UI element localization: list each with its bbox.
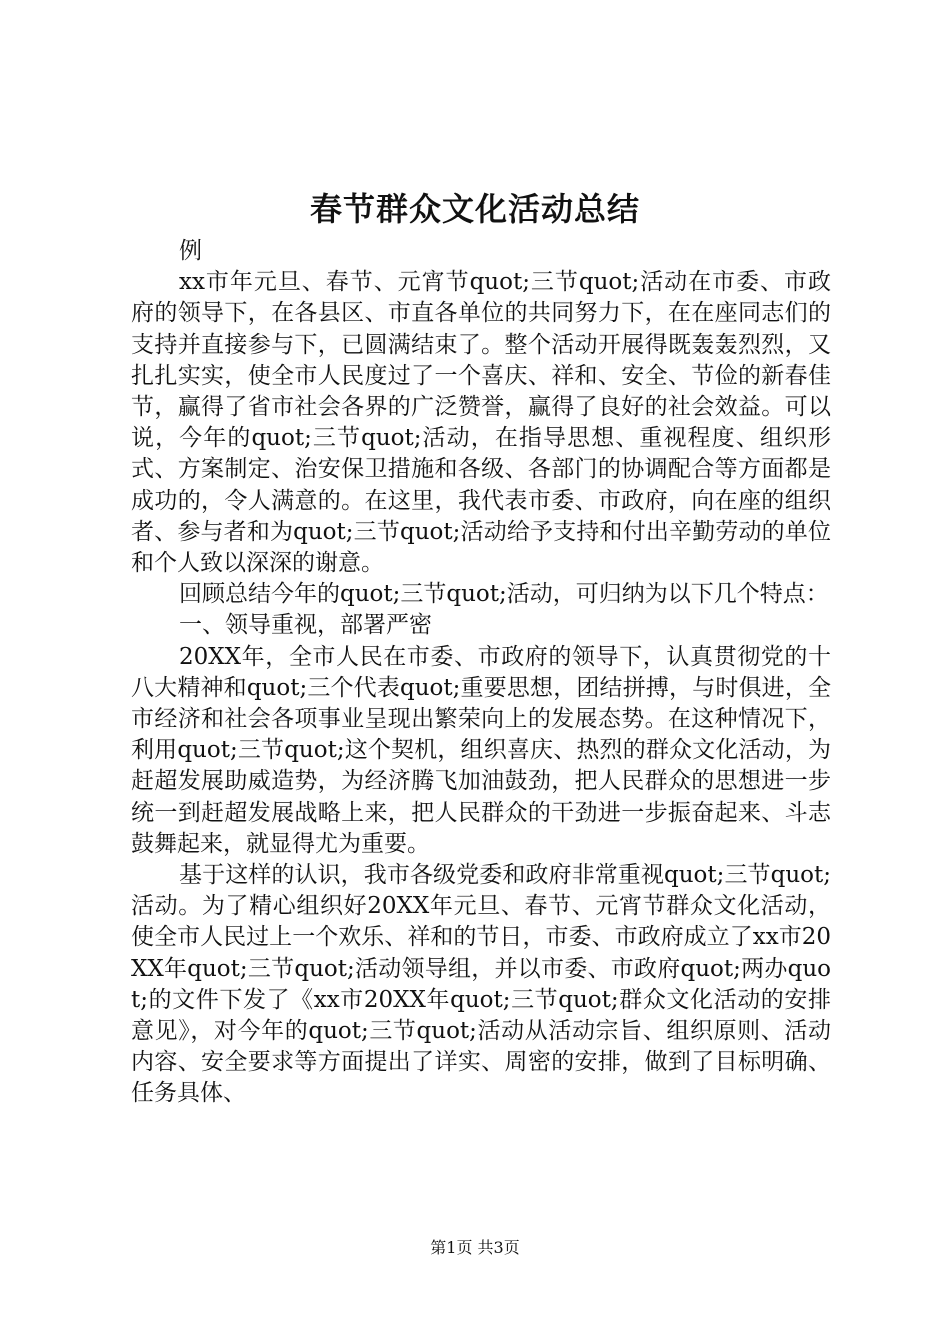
- page-footer: 第1页 共3页: [430, 1238, 520, 1257]
- section-heading: 一、领导重视，部署严密: [179, 612, 432, 639]
- paragraph: 基于这样的认识，我市各级党委和政府非常重视quot;三节quot;活动。为了精心组织好20XX年元旦、春节、元宵节群众文化活动，使全市人民过上一个欢乐、祥和的节日，市委、市政府成立了xx市20XX年quot;三节quot;活动领导组，并以市委、市政府quot;两办quot;的文件下发了《xx市20XX年quot;三节quot;群众文化活动的安排意见》，对今年的quot;三节quot;活动从活动宗旨、组织原则、活动内容、安全要求等方面提出了详实、周密的安排，做到了目标明确、任务具体、: [131, 862, 831, 1107]
- paragraph: xx市年元旦、春节、元宵节quot;三节quot;活动在市委、市政府的领导下，在各县区、市直各单位的共同努力下，在在座同志们的支持并直接参与下，已圆满结束了。整个活动开展得既轰轰烈烈，又扎扎实实，使全市人民度过了一个喜庆、祥和、安全、节俭的新春佳节，赢得了省市社会各界的广泛赞誉，赢得了良好的社会效益。可以说，今年的quot;三节quot;活动，在指导思想、重视程度、组织形式、方案制定、治安保卫措施和各级、各部门的协调配合等方面都是成功的，令人满意的。在这里，我代表市委、市政府，向在座的组织者、参与者和为quot;三节quot;活动给予支持和付出辛勤劳动的单位和个人致以深深的谢意。: [131, 269, 831, 577]
- paragraph: 例: [179, 238, 202, 264]
- paragraph: 回顾总结今年的quot;三节quot;活动，可归纳为以下几个特点：: [179, 581, 829, 608]
- document-body: [131, 236, 831, 1110]
- document-title: 春节群众文化活动总结: [309, 190, 640, 228]
- paragraph: 20XX年，全市人民在市委、市政府的领导下，认真贯彻党的十八大精神和quot;三个代表quot;重要思想，团结拼搏，与时俱进，全市经济和社会各项事业呈现出繁荣向上的发展态势。在这种情况下，利用quot;三节quot;这个契机，组织喜庆、热烈的群众文化活动，为赶超发展助威造势，为经济腾飞加油鼓劲，把人民群众的思想进一步统一到赶超发展战略上来，把人民群众的干劲进一步振奋起来、斗志鼓舞起来，就显得尤为重要。: [131, 643, 831, 857]
